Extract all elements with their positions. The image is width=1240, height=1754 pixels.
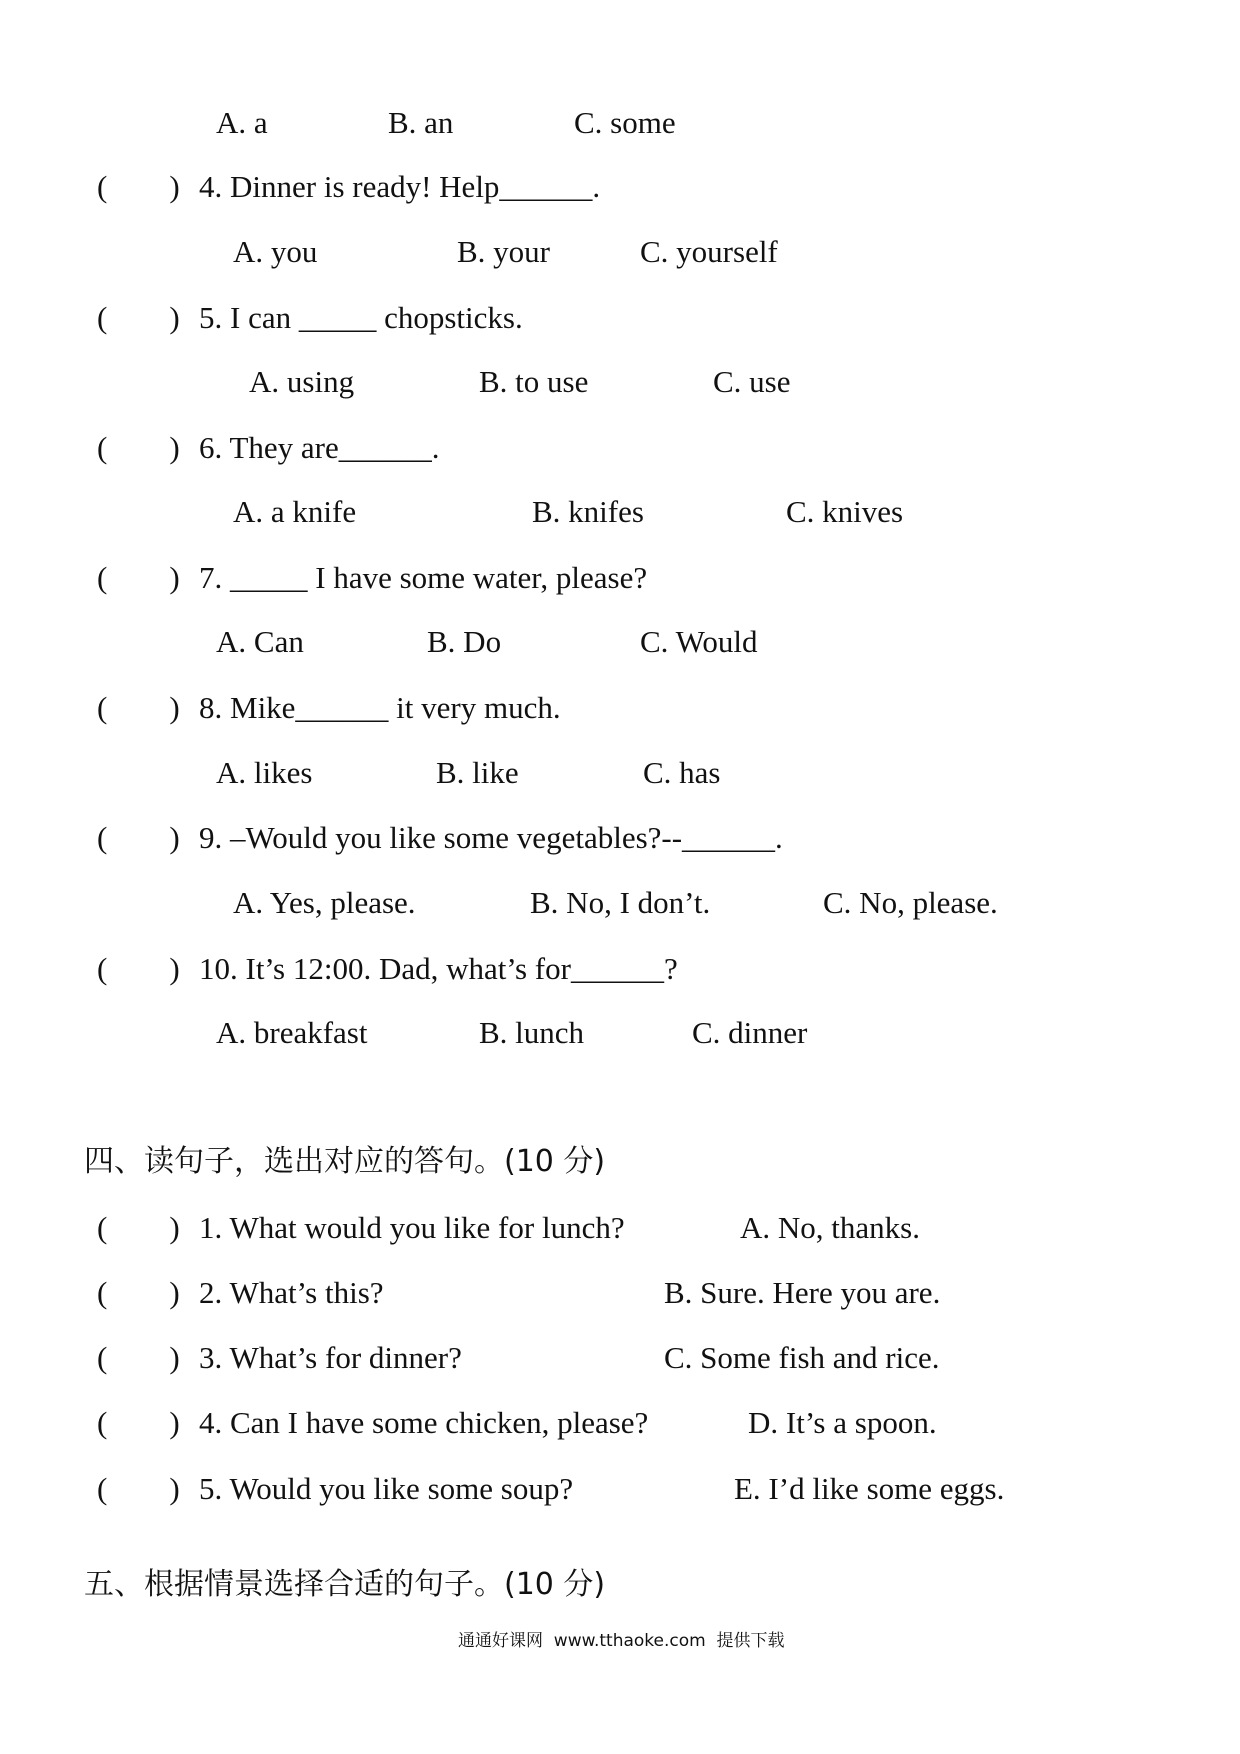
q5-option-c: C. use (713, 364, 791, 399)
match-answer-e: E. I’d like some eggs. (734, 1471, 1005, 1506)
answer-bracket: ( ) (97, 690, 180, 725)
q9-option-b: B. No, I don’t. (530, 885, 711, 920)
question-4-text: 4. Dinner is ready! Help______. (199, 169, 601, 204)
q7-option-c: C. Would (640, 624, 758, 659)
q4-option-c: C. yourself (640, 234, 778, 269)
answer-bracket: ( ) (97, 951, 180, 986)
question-5-text: 5. I can _____ chopsticks. (199, 300, 523, 335)
section-5-heading: 五、根据情景选择合适的句子。(10 分) (84, 1567, 606, 1602)
q4-option-b: B. your (457, 234, 550, 269)
answer-bracket: ( ) (97, 1275, 180, 1310)
match-question-2: 2. What’s this? (199, 1275, 384, 1310)
answer-bracket: ( ) (97, 1471, 180, 1506)
question-8-text: 8. Mike______ it very much. (199, 690, 561, 725)
answer-bracket: ( ) (97, 1340, 180, 1375)
question-6-text: 6. They are______. (199, 430, 440, 465)
q6-option-c: C. knives (786, 494, 904, 529)
q10-option-a: A. breakfast (216, 1015, 368, 1050)
answer-bracket: ( ) (97, 820, 180, 855)
answer-bracket: ( ) (97, 1210, 180, 1245)
match-question-1: 1. What would you like for lunch? (199, 1210, 625, 1245)
footer-credit: 通通好课网 www.tthaoke.com 提供下载 (458, 1631, 785, 1651)
question-10-text: 10. It’s 12:00. Dad, what’s for______? (199, 951, 678, 986)
q3-option-c: C. some (574, 105, 676, 140)
match-question-3: 3. What’s for dinner? (199, 1340, 462, 1375)
q4-option-a: A. you (233, 234, 318, 269)
answer-bracket: ( ) (97, 1405, 180, 1440)
match-answer-d: D. It’s a spoon. (748, 1405, 937, 1440)
answer-bracket: ( ) (97, 300, 180, 335)
q8-option-a: A. likes (216, 755, 313, 790)
q9-option-a: A. Yes, please. (233, 885, 416, 920)
answer-bracket: ( ) (97, 430, 180, 465)
q8-option-c: C. has (643, 755, 721, 790)
match-question-5: 5. Would you like some soup? (199, 1471, 574, 1506)
match-answer-b: B. Sure. Here you are. (664, 1275, 941, 1310)
q10-option-b: B. lunch (479, 1015, 585, 1050)
match-answer-a: A. No, thanks. (740, 1210, 920, 1245)
q7-option-b: B. Do (427, 624, 502, 659)
q5-option-b: B. to use (479, 364, 589, 399)
question-7-text: 7. _____ I have some water, please? (199, 560, 648, 595)
question-9-text: 9. –Would you like some vegetables?--______. (199, 820, 783, 855)
match-question-4: 4. Can I have some chicken, please? (199, 1405, 649, 1440)
q5-option-a: A. using (249, 364, 355, 399)
q9-option-c: C. No, please. (823, 885, 998, 920)
section-4-heading: 四、读句子，选出对应的答句。(10 分) (84, 1144, 606, 1179)
answer-bracket: ( ) (97, 560, 180, 595)
q7-option-a: A. Can (216, 624, 304, 659)
match-answer-c: C. Some fish and rice. (664, 1340, 940, 1375)
q3-option-a: A. a (216, 105, 268, 140)
q3-option-b: B. an (388, 105, 454, 140)
q8-option-b: B. like (436, 755, 519, 790)
q10-option-c: C. dinner (692, 1015, 808, 1050)
q6-option-b: B. knifes (532, 494, 644, 529)
answer-bracket: ( ) (97, 169, 180, 204)
q6-option-a: A. a knife (233, 494, 357, 529)
